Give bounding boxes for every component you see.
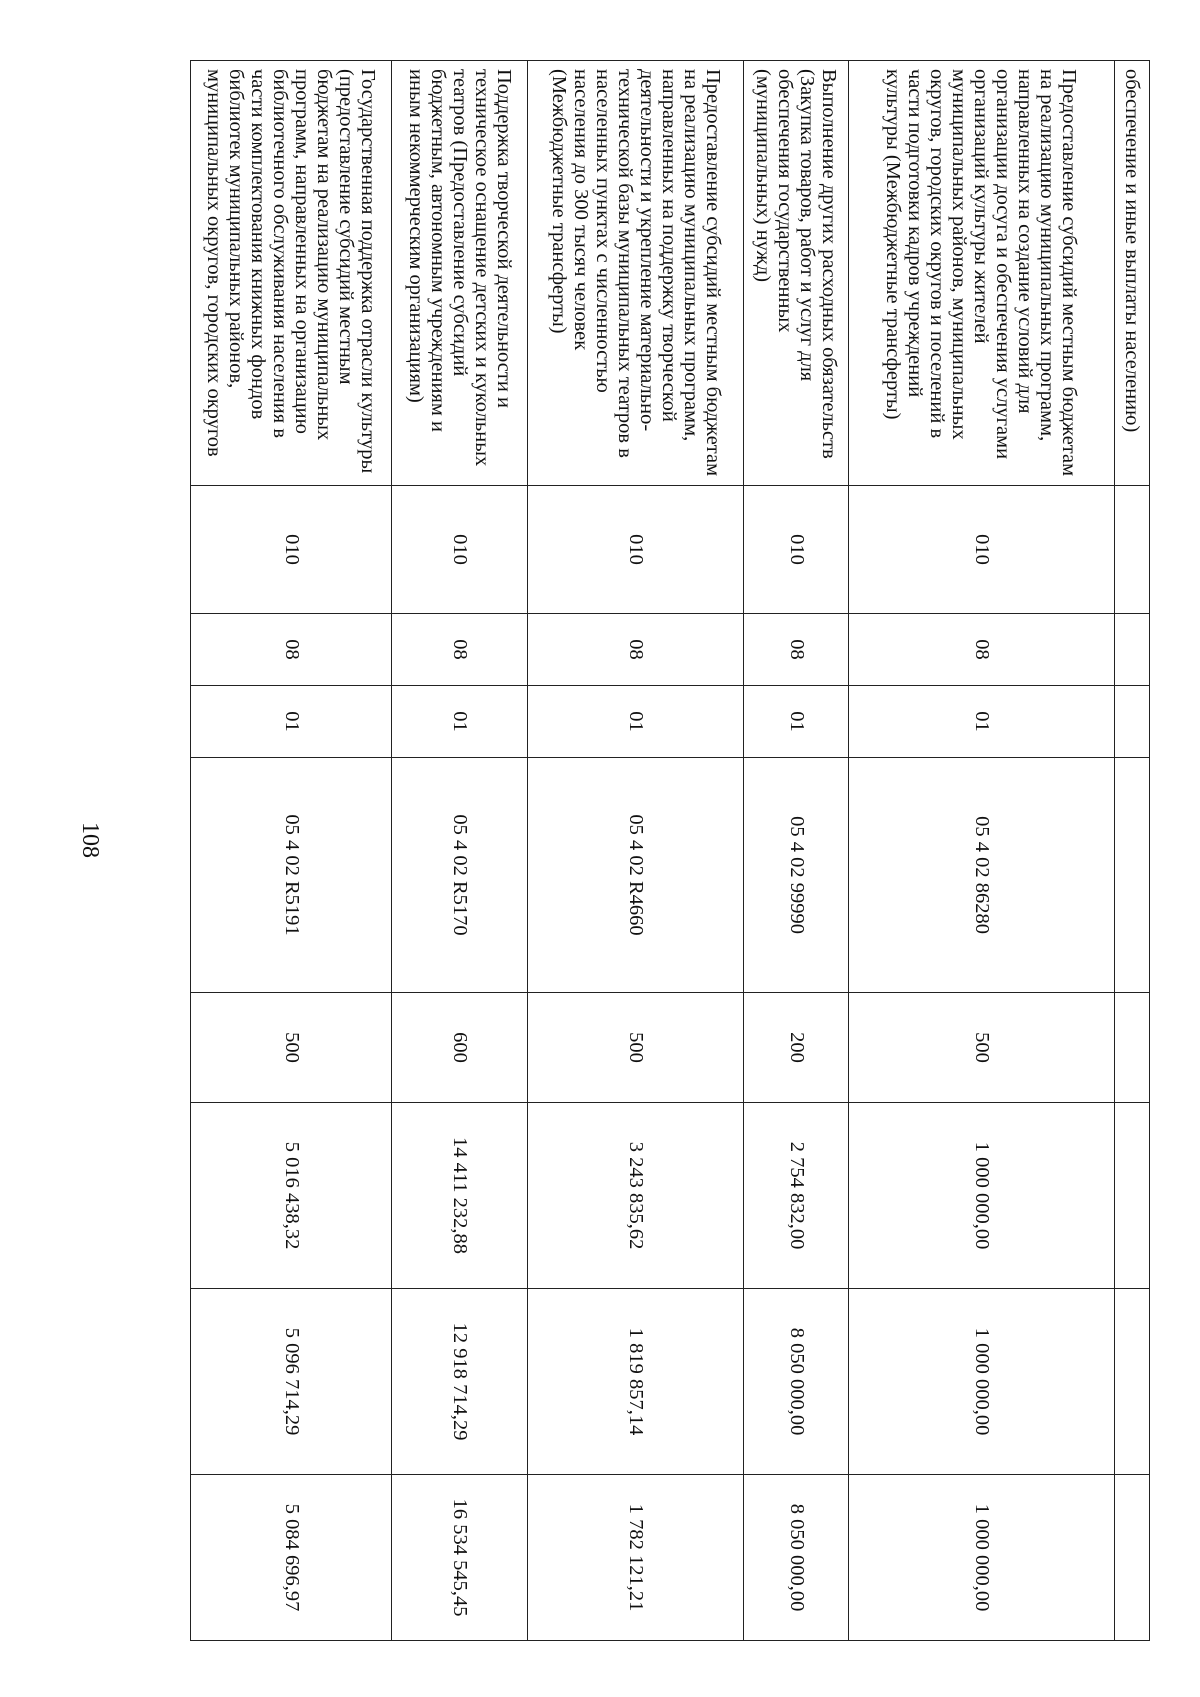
cell-grbs: 010 bbox=[191, 486, 392, 614]
cell-amount-1: 1 000 000,00 bbox=[848, 1103, 1114, 1289]
cell-grbs: 010 bbox=[848, 486, 1114, 614]
cell-grbs: 010 bbox=[528, 486, 744, 614]
cell-amount-2: 8 050 000,00 bbox=[744, 1289, 849, 1475]
cell-amount-3: 1 782 121,21 bbox=[528, 1475, 744, 1641]
cell-empty bbox=[1114, 758, 1149, 993]
table-row bbox=[848, 61, 1114, 1641]
cell-description: Поддержка творческой деятельности и техническое оснащение детских и кукольных театров (Предоставление субсидий бюджетным, автономным учреждениям и иным некоммерческим организациям) bbox=[392, 61, 528, 486]
cell-description: Государственная поддержка отрасли культуры (предоставление субсидий местным бюджетам на реализацию муниципальных программ, направленных на организацию библиотечного обслуживания населения в части комплектования книжных фондов библиотек муниципальных районов, муниципальных округов, городских округов bbox=[191, 61, 392, 486]
cell-target-article: 05 4 02 R5170 bbox=[392, 758, 528, 993]
cell-description: обеспечение и иные выплаты населению) bbox=[1114, 61, 1149, 486]
cell-expense-type: 200 bbox=[744, 993, 849, 1103]
cell-target-article: 05 4 02 86280 bbox=[848, 758, 1114, 993]
cell-empty bbox=[1114, 486, 1149, 614]
budget-table bbox=[190, 60, 1150, 1641]
rotated-table-container bbox=[190, 60, 1150, 1640]
cell-grbs: 010 bbox=[392, 486, 528, 614]
cell-amount-3: 1 000 000,00 bbox=[848, 1475, 1114, 1641]
cell-grbs: 010 bbox=[744, 486, 849, 614]
cell-description: Предоставление субсидий местным бюджетам на реализацию муниципальных программ, направленных на создание условий для организации досуга и обеспечения услугами организаций культуры жителей муниципальных районов, муниципальных округов, городских округов и поселений в части подготовки кадров учреждений культуры (Межбюджетные трансферты) bbox=[848, 61, 1114, 486]
cell-empty bbox=[1114, 1289, 1149, 1475]
cell-empty bbox=[1114, 993, 1149, 1103]
cell-amount-1: 2 754 832,00 bbox=[744, 1103, 849, 1289]
cell-empty bbox=[1114, 686, 1149, 758]
cell-section: 08 bbox=[191, 614, 392, 686]
cell-expense-type: 500 bbox=[191, 993, 392, 1103]
cell-expense-type: 500 bbox=[528, 993, 744, 1103]
cell-amount-1: 14 411 232,88 bbox=[392, 1103, 528, 1289]
table-row bbox=[528, 61, 744, 1641]
table-row bbox=[392, 61, 528, 1641]
cell-description: Предоставление субсидий местным бюджетам на реализацию муниципальных программ, направленных на поддержку творческой деятельности и укрепление материально-технической базы муниципальных театров в населенных пунктах с численностью населения до 300 тысяч человек (Межбюджетные трансферты) bbox=[528, 61, 744, 486]
cell-section: 08 bbox=[392, 614, 528, 686]
cell-subsection: 01 bbox=[191, 686, 392, 758]
cell-amount-1: 3 243 835,62 bbox=[528, 1103, 744, 1289]
cell-amount-3: 5 084 696,97 bbox=[191, 1475, 392, 1641]
cell-amount-2: 12 918 714,29 bbox=[392, 1289, 528, 1475]
cell-expense-type: 600 bbox=[392, 993, 528, 1103]
cell-section: 08 bbox=[528, 614, 744, 686]
cell-amount-3: 8 050 000,00 bbox=[744, 1475, 849, 1641]
cell-target-article: 05 4 02 R4660 bbox=[528, 758, 744, 993]
cell-subsection: 01 bbox=[848, 686, 1114, 758]
cell-description: Выполнение других расходных обязательств (Закупка товаров, работ и услуг для обеспечения государственных (муниципальных) нужд) bbox=[744, 61, 849, 486]
cell-empty bbox=[1114, 1103, 1149, 1289]
cell-subsection: 01 bbox=[744, 686, 849, 758]
cell-amount-2: 5 096 714,29 bbox=[191, 1289, 392, 1475]
cell-empty bbox=[1114, 1475, 1149, 1641]
cell-section: 08 bbox=[744, 614, 849, 686]
page-number: 108 bbox=[77, 822, 103, 858]
cell-target-article: 05 4 02 99990 bbox=[744, 758, 849, 993]
cell-amount-1: 5 016 438,32 bbox=[191, 1103, 392, 1289]
cell-section: 08 bbox=[848, 614, 1114, 686]
cell-amount-2: 1 819 857,14 bbox=[528, 1289, 744, 1475]
table-row bbox=[744, 61, 849, 1641]
cell-amount-2: 1 000 000,00 bbox=[848, 1289, 1114, 1475]
cell-empty bbox=[1114, 614, 1149, 686]
cell-expense-type: 500 bbox=[848, 993, 1114, 1103]
table-row bbox=[191, 61, 392, 1641]
cell-target-article: 05 4 02 R5191 bbox=[191, 758, 392, 993]
cell-amount-3: 16 534 545,45 bbox=[392, 1475, 528, 1641]
cell-subsection: 01 bbox=[392, 686, 528, 758]
table-row-continuation bbox=[1114, 61, 1149, 1641]
cell-subsection: 01 bbox=[528, 686, 744, 758]
